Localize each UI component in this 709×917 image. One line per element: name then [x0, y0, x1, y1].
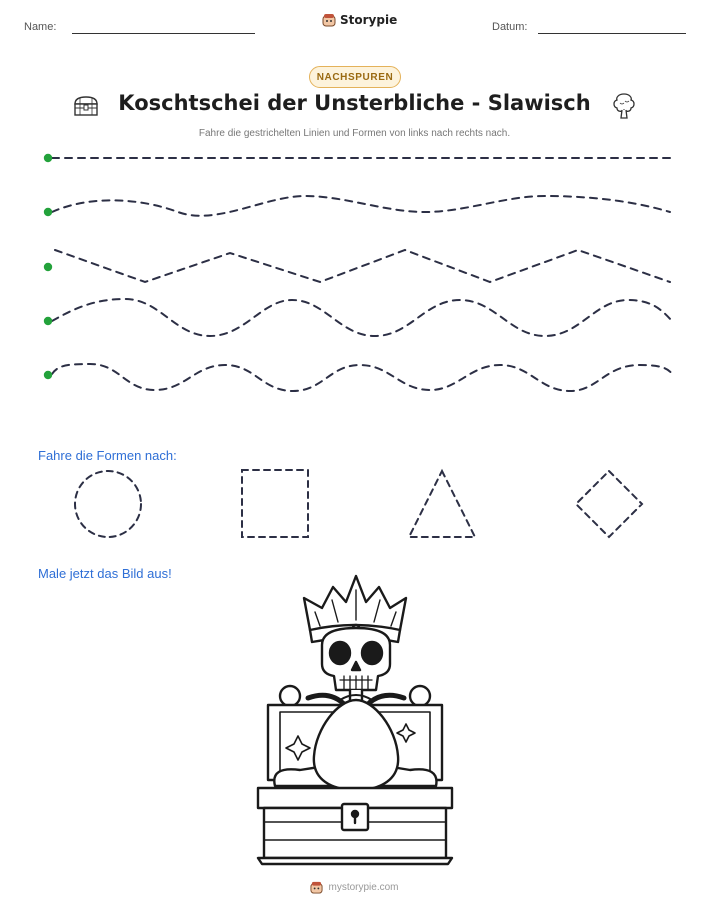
date-label: Datum: — [492, 21, 528, 33]
trace-diamond[interactable] — [576, 471, 642, 537]
skull-eye-right — [362, 642, 382, 664]
trace-line-round-wave[interactable] — [52, 364, 672, 391]
start-dot — [44, 371, 52, 379]
trace-line-zigzag[interactable] — [55, 250, 670, 282]
skeleton-hand-left — [280, 686, 300, 706]
tracing-badge: NACHSPUREN — [309, 66, 401, 88]
start-dot — [44, 154, 52, 162]
skull-eye-left — [330, 642, 350, 664]
start-dot — [44, 208, 52, 216]
trace-triangle[interactable] — [409, 471, 475, 537]
shapes-heading: Fahre die Formen nach: — [38, 448, 177, 463]
footer-url[interactable]: mystorypie.com — [328, 882, 399, 893]
trace-circle[interactable] — [75, 471, 141, 537]
name-label: Name: — [24, 21, 57, 33]
start-dot — [44, 263, 52, 271]
coloring-heading: Male jetzt das Bild aus! — [38, 566, 172, 581]
crown — [304, 576, 406, 630]
trace-line-wave[interactable] — [52, 299, 672, 336]
footer — [0, 881, 709, 894]
instructions: Fahre die gestrichelten Linien und Formen von links nach rechts nach. — [198, 128, 511, 139]
tracing-shapes — [0, 460, 709, 550]
page-title: Koschtschei der Unsterbliche - Slawisch — [118, 91, 591, 115]
trace-square[interactable] — [242, 470, 308, 537]
tracing-lines — [0, 0, 709, 420]
brand-name: Storypie — [340, 13, 398, 27]
storypie-logo-icon — [310, 881, 323, 894]
skeleton-hand-right — [410, 686, 430, 706]
trace-line-gentle-wave[interactable] — [52, 196, 670, 216]
koschtschei-coloring-image[interactable] — [250, 575, 460, 867]
start-dot — [44, 317, 52, 325]
